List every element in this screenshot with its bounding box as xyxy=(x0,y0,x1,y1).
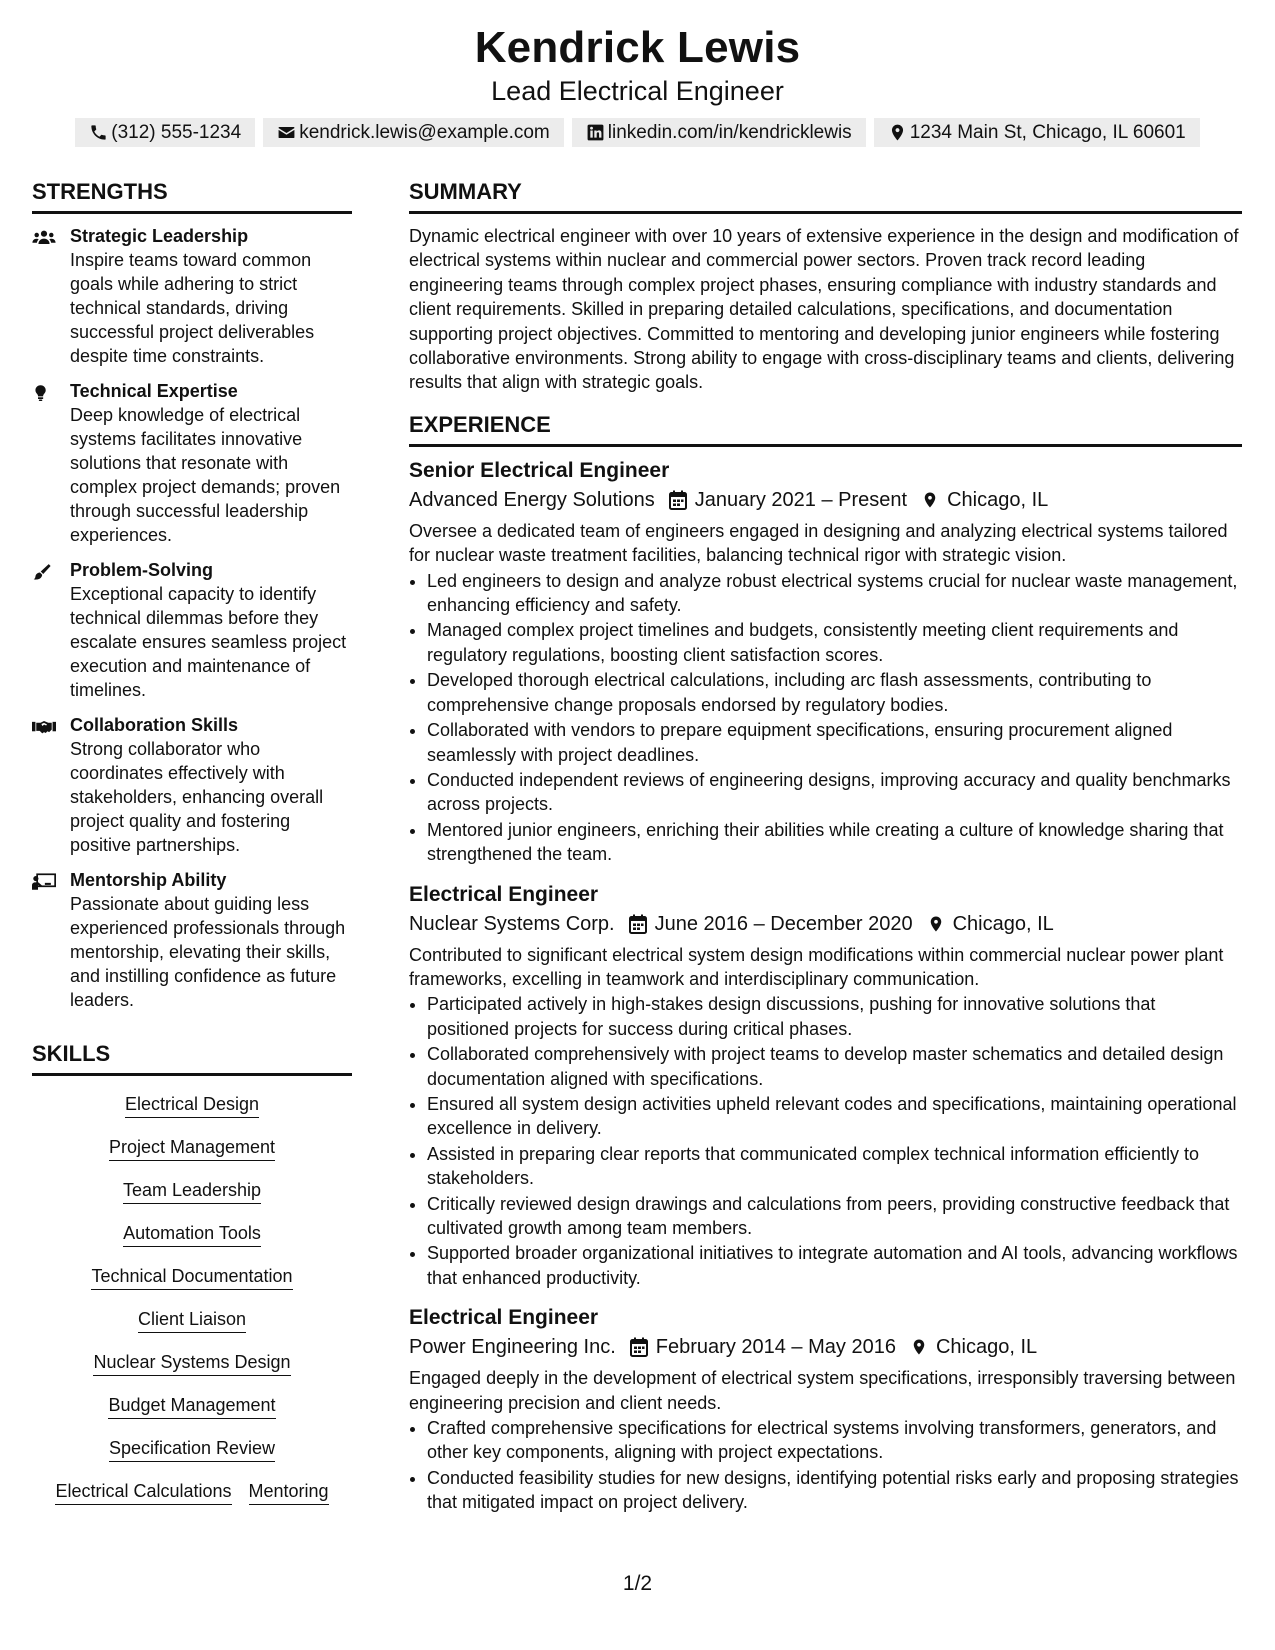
skill-tag: Nuclear Systems Design xyxy=(93,1350,290,1376)
strength-item xyxy=(32,224,352,368)
contact-address xyxy=(874,118,1200,147)
map-pin-icon xyxy=(927,914,945,934)
job-company: Nuclear Systems Corp. xyxy=(409,912,615,935)
job-title: Electrical Engineer xyxy=(409,1306,599,1330)
skill-tag: Technical Documentation xyxy=(91,1264,292,1290)
lightbulb-icon xyxy=(32,383,56,403)
users-icon xyxy=(32,228,56,248)
strength-description: Inspire teams toward common goals while adhering to strict technical standards, driving successful project deliverables despite time constraints. xyxy=(70,250,315,366)
strength-item xyxy=(32,868,352,1012)
skill-tag: Client Liaison xyxy=(138,1307,246,1333)
strengths-heading: STRENGTHS xyxy=(32,178,352,214)
linkedin-icon xyxy=(586,123,605,142)
job-title: Senior Electrical Engineer xyxy=(409,458,670,482)
job-bullet: • Mentored junior engineers, enriching their abilities while creating a culture of knowledge sharing that strengthened the team. xyxy=(427,818,1242,867)
strength-title: Collaboration Skills xyxy=(70,715,239,735)
skill-tag: Team Leadership xyxy=(123,1178,261,1204)
skill-tag: Project Management xyxy=(109,1135,275,1161)
skill-tag: Electrical Design xyxy=(125,1092,259,1118)
strength-item xyxy=(32,713,352,857)
candidate-name: Kendrick Lewis xyxy=(474,23,801,72)
contact-linkedin[interactable] xyxy=(572,118,866,147)
job-bullet: • Conducted independent reviews of engineering designs, improving accuracy and quality benchmarks across projects. xyxy=(427,768,1242,817)
job-entry xyxy=(409,881,1242,1291)
strength-title: Strategic Leadership xyxy=(70,226,249,246)
summary-text: Dynamic electrical engineer with over 10 years of extensive experience in the design and modification of electrical systems within nuclear and commercial power sectors. Proven track record leading engineering teams through complex project phases, ensuring compliance with industry standards and client requirements. Skilled in preparing detailed calculations, specifications, and documentation supporting project objectives. Committed to mentoring and developing junior engineers while fostering collaborative environments. Strong ability to engage with cross-disciplinary teams and clients, delivering results that align with strategic goals. xyxy=(409,226,1239,393)
contact-bar xyxy=(0,118,1275,147)
calendar-icon xyxy=(669,490,687,510)
strength-description: Exceptional capacity to identify technical dilemmas before they escalate ensures seamless project execution and maintenance of timelines. xyxy=(70,584,347,700)
job-bullet: • Crafted comprehensive specifications for electrical systems involving transformers, generators, and other key components, aligning with project expectations. xyxy=(427,1416,1242,1465)
skill-tag: Specification Review xyxy=(109,1436,275,1462)
left-column xyxy=(32,178,352,1522)
job-bullet: • Led engineers to design and analyze robust electrical systems crucial for nuclear waste management, enhancing efficiency and safety. xyxy=(427,569,1242,618)
chalkboard-teacher-icon xyxy=(32,872,56,892)
strength-title: Problem-Solving xyxy=(70,560,214,580)
job-meta xyxy=(409,485,1242,515)
job-bullet: • Collaborated comprehensively with project teams to develop master schematics and detailed design documentation aligned with specifications. xyxy=(427,1042,1242,1091)
candidate-title: Lead Electrical Engineer xyxy=(491,76,784,106)
email-text[interactable]: kendrick.lewis@example.com xyxy=(299,122,550,143)
job-bullets xyxy=(409,1416,1242,1515)
calendar-icon xyxy=(630,1337,648,1357)
skills-section xyxy=(32,1040,352,1505)
phone-icon xyxy=(89,123,108,142)
contact-phone xyxy=(75,118,255,147)
job-company: Power Engineering Inc. xyxy=(409,1336,616,1359)
job-dates: January 2021 – Present xyxy=(694,488,908,511)
job-meta xyxy=(409,909,1242,939)
map-pin-icon xyxy=(910,1337,928,1357)
job-dates: June 2016 – December 2020 xyxy=(654,912,913,935)
summary-heading: SUMMARY xyxy=(409,178,1242,214)
job-description: Engaged deeply in the development of electrical system specifications, irresponsibly traversing between engineering precision and client needs. xyxy=(409,1368,1236,1413)
job-description: Contributed to significant electrical system design modifications within commercial nuclear power plant frameworks, excelling in teamwork and interdisciplinary communication. xyxy=(409,944,1224,989)
skill-tag: Automation Tools xyxy=(123,1221,261,1247)
job-bullet: • Ensured all system design activities upheld relevant codes and specifications, maintaining operational excellence in delivery. xyxy=(427,1092,1242,1141)
experience-heading: EXPERIENCE xyxy=(409,411,1242,447)
strength-description: Strong collaborator who coordinates effectively with stakeholders, enhancing overall project quality and fostering positive partnerships. xyxy=(70,739,324,855)
job-location: Chicago, IL xyxy=(952,912,1054,935)
job-dates: February 2014 – May 2016 xyxy=(655,1336,896,1359)
strength-item xyxy=(32,379,352,547)
job-company: Advanced Energy Solutions xyxy=(409,488,655,511)
skills-heading: SKILLS xyxy=(32,1040,352,1076)
job-description: Oversee a dedicated team of engineers engaged in designing and analyzing electrical systems tailored for nuclear waste treatment facilities, balancing technical rigor with strategic vision. xyxy=(409,520,1228,566)
job-bullet: • Assisted in preparing clear reports that communicated complex technical information efficiently to stakeholders. xyxy=(427,1142,1242,1191)
map-pin-icon xyxy=(921,490,939,510)
job-bullet: • Conducted feasibility studies for new designs, identifying potential risks early and proposing strategies that mitigated impact on project delivery. xyxy=(427,1466,1242,1515)
paintbrush-icon xyxy=(32,562,56,582)
contact-email[interactable] xyxy=(263,118,564,147)
map-pin-icon xyxy=(888,123,907,142)
calendar-icon xyxy=(629,914,647,934)
strength-title: Technical Expertise xyxy=(70,381,238,401)
skill-tag: Electrical Calculations xyxy=(55,1479,231,1505)
job-entry xyxy=(409,457,1242,867)
job-bullet: • Collaborated with vendors to prepare equipment specifications, ensuring procurement aligned seamlessly with project deadlines. xyxy=(427,718,1242,767)
job-bullet: • Participated actively in high-stakes design discussions, pushing for innovative solutions that positioned projects for success during critical phases. xyxy=(427,992,1242,1041)
strength-description: Deep knowledge of electrical systems facilitates innovative solutions that resonate with complex project demands; proven through successful leadership experiences. xyxy=(70,405,341,545)
job-bullets xyxy=(409,992,1242,1290)
strength-item xyxy=(32,558,352,702)
job-meta xyxy=(409,1332,1242,1362)
job-bullet: • Supported broader organizational initiatives to integrate automation and AI tools, advancing workflows that enhanced productivity. xyxy=(427,1241,1242,1290)
job-title: Electrical Engineer xyxy=(409,882,599,906)
right-column xyxy=(409,178,1242,1529)
skill-tag: Mentoring xyxy=(249,1479,329,1505)
job-location: Chicago, IL xyxy=(935,1336,1038,1359)
resume-header xyxy=(0,22,1275,147)
skill-tag: Budget Management xyxy=(108,1393,275,1419)
envelope-icon xyxy=(277,123,296,142)
job-bullet: • Managed complex project timelines and budgets, consistently meeting client requirements and regulatory regulations, boosting client satisfaction scores. xyxy=(427,618,1242,667)
strength-title: Mentorship Ability xyxy=(70,870,227,890)
page-number: 1/2 xyxy=(622,1572,653,1595)
strength-description: Passionate about guiding less experienced professionals through mentorship, elevating their skills, and instilling confidence as future leaders. xyxy=(70,894,346,1010)
job-bullet: • Developed thorough electrical calculations, including arc flash assessments, contributing to comprehensive change proposals endorsed by regulatory bodies. xyxy=(427,668,1242,717)
job-bullets xyxy=(409,569,1242,867)
phone-text: (312) 555-1234 xyxy=(111,122,242,143)
address-text: 1234 Main St, Chicago, IL 60601 xyxy=(909,122,1186,143)
handshake-icon xyxy=(32,717,56,737)
job-location: Chicago, IL xyxy=(947,488,1049,511)
linkedin-text[interactable]: linkedin.com/in/kendricklewis xyxy=(607,122,852,143)
job-entry xyxy=(409,1304,1242,1514)
job-bullet: • Critically reviewed design drawings and calculations from peers, providing constructive feedback that cultivated growth among team members. xyxy=(427,1192,1242,1241)
